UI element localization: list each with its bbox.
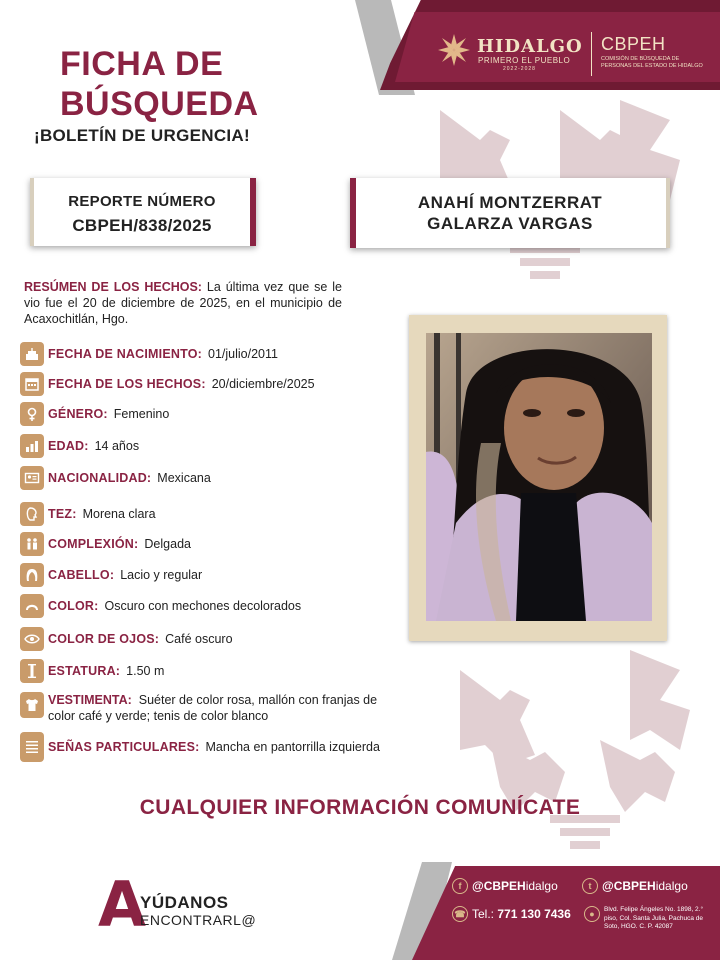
name-card-accent	[350, 178, 356, 248]
calendar-icon	[20, 372, 44, 396]
attr-value: Lacio y regular	[120, 568, 203, 582]
address-pin	[584, 906, 604, 922]
twitter-link[interactable]	[582, 878, 688, 894]
twitter-icon: t	[582, 878, 598, 894]
age-bars-icon	[20, 434, 44, 458]
person-name	[360, 192, 660, 234]
id-card-icon	[20, 466, 44, 490]
report-card-accent	[250, 178, 256, 246]
attr-value: 01/julio/2011	[208, 347, 278, 361]
attr-age	[20, 434, 139, 458]
hidalgo-tagline: PRIMERO EL PUEBLO	[478, 56, 571, 65]
photo-frame	[409, 315, 667, 641]
attr-value: Femenino	[113, 407, 170, 421]
call-to-action: CUALQUIER INFORMACIÓN COMUNÍCATE	[139, 796, 581, 819]
face-profile-icon	[20, 502, 44, 526]
hair-color-icon	[20, 594, 44, 618]
shirt-icon	[20, 692, 44, 718]
attr-height	[20, 659, 164, 683]
clothing-text	[48, 692, 378, 724]
attr-value: Oscuro con mechones decolorados	[104, 599, 302, 613]
attr-label: COMPLEXIÓN:	[48, 537, 139, 551]
facebook-link[interactable]	[452, 878, 558, 894]
clothing-label: VESTIMENTA:	[48, 693, 132, 707]
hidalgo-logo-text: HIDALGO	[477, 36, 583, 57]
attr-skin	[20, 502, 156, 526]
phone-label: Tel.:	[472, 907, 495, 921]
attr-hair-color	[20, 594, 301, 618]
eye-icon	[20, 627, 44, 651]
facebook-handle-bold: @CBPEH	[472, 879, 526, 893]
attr-label: ESTATURA:	[48, 664, 121, 678]
agency-acronym: CBPEH	[601, 34, 666, 54]
person-name-line-1: ANAHÍ MONTZERRAT	[417, 193, 603, 212]
phone-icon: ☎	[452, 906, 468, 922]
attr-label: EDAD:	[48, 439, 89, 453]
ayudanos-line-1: YÚDANOS	[140, 893, 229, 912]
body-icon	[20, 532, 44, 556]
cake-icon	[20, 342, 44, 366]
urgency-subtitle: ¡BOLETÍN DE URGENCIA!	[34, 126, 250, 145]
attr-event-date	[20, 372, 315, 396]
title-line-2: BÚSQUEDA	[60, 85, 259, 123]
attr-clothing	[20, 692, 378, 724]
hair-icon	[20, 563, 44, 587]
logo-divider	[591, 32, 592, 76]
attr-value: Café oscuro	[165, 632, 233, 646]
attr-value: Morena clara	[82, 507, 156, 521]
page-title	[60, 44, 320, 124]
attr-label: FECHA DE LOS HECHOS:	[48, 377, 206, 391]
clothing-value: Suéter de color rosa, mallón con franjas de color café y verde; tenis de color blanco	[48, 693, 378, 723]
attr-label: FECHA DE NACIMIENTO:	[48, 347, 202, 361]
attr-label: SEÑAS PARTICULARES:	[48, 740, 200, 754]
attr-value: 14 años	[94, 439, 140, 453]
summary-text: La última vez que se le vio fue el 20 de diciembre de 2025, en el municipio de Acaxochitlán, Hgo.	[24, 280, 342, 326]
title-line-1: FICHA DE	[60, 45, 224, 83]
address-text: Blvd. Felipe Ángeles No. 1898, 2.° piso, Col. Santa Julia, Pachuca de Soto, HGO. C. P. 42087	[604, 906, 704, 930]
photo-illustration	[426, 333, 652, 621]
attr-value: Mexicana	[157, 471, 211, 485]
facebook-icon: f	[452, 878, 468, 894]
ayudanos-logo-letter: A	[98, 868, 146, 941]
report-label: REPORTE NÚMERO	[68, 193, 216, 210]
attr-label: COLOR DE OJOS:	[48, 632, 160, 646]
attr-value: Mancha en pantorrilla izquierda	[205, 740, 380, 754]
attr-hair	[20, 563, 202, 587]
ayudanos-line-2: ENCONTRARL@	[140, 912, 257, 928]
attr-build	[20, 532, 191, 556]
attr-label: NACIONALIDAD:	[48, 471, 152, 485]
person-name-line-2: GALARZA VARGAS	[427, 214, 593, 233]
attr-nationality	[20, 466, 211, 490]
attr-value: Delgada	[144, 537, 191, 551]
attr-birth-date	[20, 342, 278, 366]
attr-distinguishing-marks	[20, 735, 380, 759]
person-name-card	[350, 178, 670, 248]
hidalgo-years: 2022-2028	[503, 66, 536, 72]
decorative-bird-pattern-bottom	[450, 640, 720, 870]
twitter-handle-bold: @CBPEH	[602, 879, 656, 893]
phone-number: 771 130 7436	[497, 907, 571, 921]
missing-person-photo	[426, 333, 652, 621]
attr-gender	[20, 402, 169, 426]
twitter-handle-rest: idalgo	[655, 879, 688, 893]
attr-label: GÉNERO:	[48, 407, 108, 421]
marks-pattern-icon	[20, 732, 44, 762]
phone-contact[interactable]	[452, 906, 571, 922]
attr-value: 20/diciembre/2025	[211, 377, 315, 391]
attr-label: COLOR:	[48, 599, 99, 613]
hidalgo-star-icon	[437, 33, 471, 67]
agency-full-name: COMISIÓN DE BÚSQUEDA DE PERSONAS DEL ESTADO DE HIDALGO	[601, 56, 703, 69]
report-number: CBPEH/838/2025	[72, 216, 212, 235]
summary-label: RESÚMEN DE LOS HECHOS:	[24, 280, 202, 294]
attr-label: CABELLO:	[48, 568, 115, 582]
height-ruler-icon	[20, 659, 44, 683]
report-number-card	[30, 178, 256, 246]
location-pin-icon: ●	[584, 906, 600, 922]
summary-of-events	[24, 279, 342, 327]
attr-eye-color	[20, 627, 233, 651]
attr-value: 1.50 m	[126, 664, 165, 678]
facebook-handle-rest: idalgo	[525, 879, 558, 893]
gender-icon	[20, 402, 44, 426]
attr-label: TEZ:	[48, 507, 77, 521]
